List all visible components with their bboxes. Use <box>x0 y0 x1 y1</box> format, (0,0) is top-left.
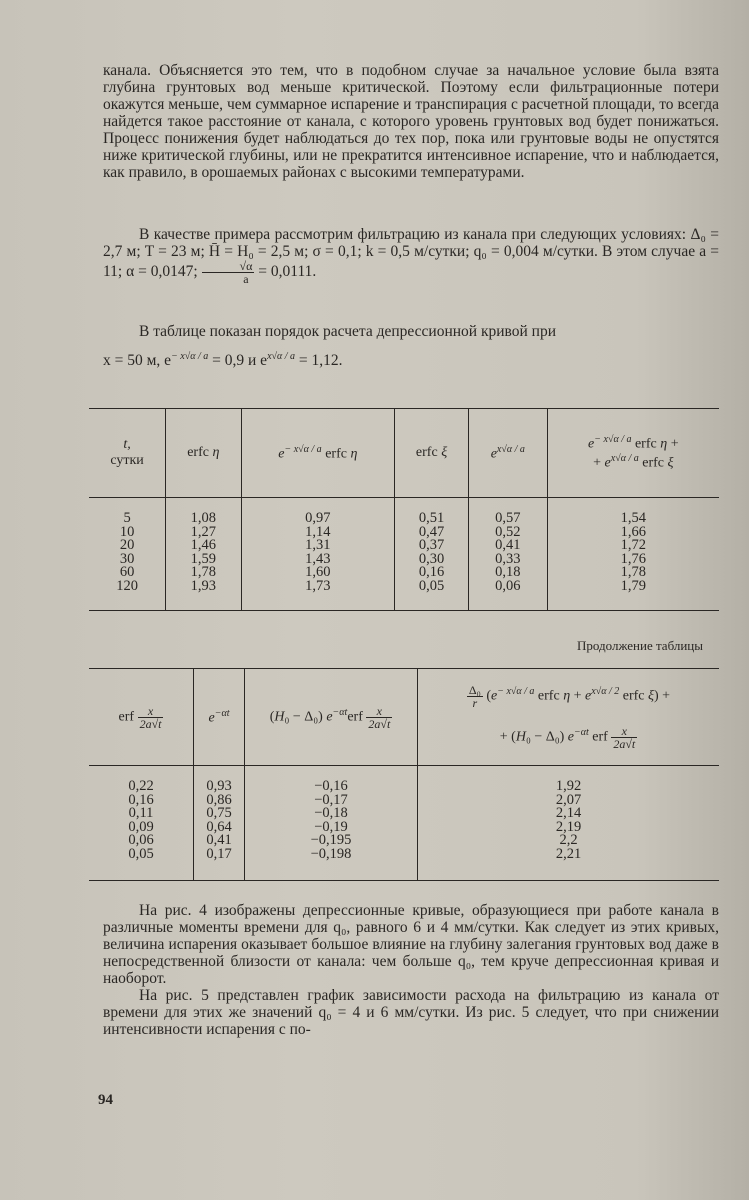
col-sum <box>547 498 719 611</box>
table-cell: 0,05 <box>128 845 154 862</box>
table-cell: 0,64 <box>206 818 232 835</box>
table-cell: 0,11 <box>128 805 154 821</box>
col-result <box>418 766 720 881</box>
header-e-pos: $e^{x√\alpha / a}$ <box>468 409 547 498</box>
paragraph-5-text: На рис. 5 представлен график зависимости расхода на фильтрацию из канала от времени для этих же значений q₀ = 4 и 6 мм/сутки. Из рис. 5 следует, что при снижении интенсивности испарения с по- <box>103 987 719 1038</box>
table-cell: −0,198 <box>310 845 352 862</box>
paragraph-3-part-d: = 1,12. <box>298 352 343 370</box>
table-cell: 0,41 <box>206 832 232 848</box>
header-exp: $e^{-\alpha t}$ <box>194 669 245 766</box>
paragraph-4-text: На рис. 4 изображены депрессионные кривые, образующиеся при работе канала в различные моменты времени для q₀, равного 6 и 4 мм/сутки. Как следует из этих кривых, величина испарения оказывает большое влияние на глубину залегания грунтовых вод даже в непосредственной близости от канала: чем больше q₀, тем круче депрессионная кривая и наоборот. <box>103 902 719 987</box>
table-cell: 1,08 <box>190 510 216 526</box>
paragraph-1-text: канала. Объясняется это тем, что в подобном случае за начальное условие была взята глубина грунтовых вод меньше критической. Поэтому если фильтрационные потери окажутся меньше, чем суммарное испарение и транспирация с расчетной площади, то всегда найдется такое расстояние от канала, с которого уровень грунтовых вод будет понижаться. Процесс понижения будет наблюдаться до тех пор, пока или грунтовые воды не опустятся ниже критической глубины, или не прекратится интенсивное испарение, что и наблюдается, как правило, в орошаемых районах с высокими температурами. <box>103 62 719 181</box>
table-cell: 0,51 <box>418 510 445 526</box>
table-cell: 1,92 <box>555 778 582 794</box>
table-cell: 0,06 <box>128 832 154 848</box>
table-cell: 0,52 <box>495 523 521 540</box>
paragraph-3-part-c: = 0,9 и e <box>212 352 268 370</box>
col-erf <box>89 766 194 881</box>
table-cell: 0,18 <box>495 564 521 580</box>
table-cell: 0,16 <box>418 564 445 580</box>
table-cell: 1,76 <box>620 550 646 567</box>
table-cell: 1,46 <box>190 537 216 553</box>
header-result: $\frac{\text{Δ₀}}{r}$ ($e^{- x√\alpha / a}$ erfc $\eta + e^{x√\alpha / 2}$ erfc ξ) + + (H₀ − Δ₀) $e^{-\alpha t}$ erf $\frac{x}{2a√t}$ <box>418 669 720 766</box>
table-cell: 1,78 <box>620 564 646 580</box>
paragraph-3 <box>103 323 719 369</box>
table-cell: −0,195 <box>310 832 352 848</box>
table-cell: 1,14 <box>305 523 331 540</box>
table-cell: 0,17 <box>206 845 232 862</box>
paragraph-3-line-2: x = 50 м, $e^{- x√\alpha / a} = 0,9$ и $e^{x√\alpha / a} = 1,12$. <box>103 351 343 370</box>
table-cell: 1,79 <box>620 577 646 594</box>
table-cell: 0,22 <box>128 778 154 794</box>
header-erf: erf $\frac{x}{2a√t}$ <box>118 703 162 731</box>
table-2-body <box>89 766 719 881</box>
table-cell: 5 <box>123 510 131 526</box>
header-erfc-eta: erfc η <box>166 409 241 498</box>
table-cell: 10 <box>119 523 135 540</box>
table-cell: 1,93 <box>190 577 216 594</box>
col-e-erfc-eta <box>241 498 395 611</box>
table-cell: 2,14 <box>555 805 582 821</box>
col-exp <box>194 766 245 881</box>
table-cell: 0,06 <box>495 577 521 594</box>
table-cell: 0,86 <box>206 791 232 808</box>
table-cell: −0,18 <box>314 805 348 821</box>
col-erfc-eta <box>166 498 241 611</box>
table-cell: 0,41 <box>495 537 521 553</box>
table-cell: 0,30 <box>418 550 445 567</box>
table-cell: 0,75 <box>206 805 232 821</box>
paragraph-3-line-1: В таблице показан порядок расчета депрессионной кривой при <box>139 323 557 340</box>
table-cell: 0,93 <box>206 778 232 794</box>
table-cell: 1,54 <box>620 510 646 526</box>
col-prod <box>245 766 418 881</box>
col-t <box>89 498 166 611</box>
table-cell: 0,97 <box>305 510 331 526</box>
paragraph-2-text <box>103 226 719 285</box>
table-cell: 1,73 <box>305 577 331 594</box>
table-cell: 0,57 <box>495 510 521 526</box>
header-erfc-xi: erfc ξ <box>395 409 469 498</box>
paragraph-2-part-b: = 0,0111. <box>258 263 317 281</box>
table-cell: 1,43 <box>305 550 331 567</box>
table-cell: 1,72 <box>620 537 646 553</box>
table-cell: −0,16 <box>314 778 348 794</box>
table-cell: 0,37 <box>418 537 445 553</box>
table-cell: 1,31 <box>305 537 331 553</box>
col-e-pos <box>468 498 547 611</box>
table-cell: 2,19 <box>555 818 582 835</box>
table-cell: 0,09 <box>128 818 154 835</box>
table-cell: 1,59 <box>190 550 216 567</box>
header-prod: (H₀ − Δ₀) $e^{-\alpha t}erf$ $\frac{x}{2a√t}$ <box>245 669 418 766</box>
table-cell: 20 <box>119 537 135 553</box>
table-cell: 120 <box>116 577 138 594</box>
table-2-header <box>89 669 719 766</box>
table-cell: 1,60 <box>305 564 331 580</box>
table-cell: 2,21 <box>555 845 582 862</box>
table-cell: 2,07 <box>555 791 582 808</box>
table-cell: 0,47 <box>418 523 445 540</box>
table-cell: 30 <box>119 550 135 567</box>
table-cell: 0,33 <box>495 550 521 567</box>
header-t: t, сутки <box>110 437 144 468</box>
page-number: 94 <box>98 1092 113 1108</box>
calculation-table-1 <box>89 408 719 611</box>
table-cell: 0,05 <box>418 577 445 594</box>
continuation-label: Продолжение таблицы <box>577 638 703 653</box>
table-cell: 0,16 <box>128 791 154 808</box>
calculation-table-2 <box>89 668 719 881</box>
paragraph-2 <box>103 226 719 285</box>
header-sum: $e^{- x√\alpha / a}$ erfc η + + $e^{x√\alpha / a}$ erfc ξ <box>547 409 719 498</box>
paragraph-1 <box>103 62 719 181</box>
sqrt-alpha-over-a: $\frac{√\alpha}{a}$ <box>202 260 255 285</box>
table-cell: −0,17 <box>314 791 348 808</box>
table-1-header <box>89 409 719 498</box>
table-cell: 1,78 <box>190 564 216 580</box>
table-cell: 1,27 <box>190 523 216 540</box>
table-cell: 1,66 <box>620 523 646 540</box>
header-e-erfc-eta: $e^{- x√\alpha / a}$ erfc η <box>241 409 395 498</box>
table-1-body <box>89 498 719 611</box>
table-cell: 60 <box>119 564 135 580</box>
table-cell: −0,19 <box>314 818 348 835</box>
paragraph-2-part-a: В качестве примера рассмотрим фильтрацию из канала при следующих условиях: Δ₀ = 2,7 м; T = 23 м; H̄ = H₀ = 2,5 м; σ = 0,1; k = 0,5 м/сутки; q₀ = 0,004 м/сутки. В этом случае a = 11; α = 0,0147; <box>103 226 719 281</box>
table-cell: 2,2 <box>559 832 578 848</box>
paragraph-3-part-b: x = 50 м, e <box>103 352 172 370</box>
col-erfc-xi <box>395 498 469 611</box>
paragraph-4 <box>103 902 719 1038</box>
